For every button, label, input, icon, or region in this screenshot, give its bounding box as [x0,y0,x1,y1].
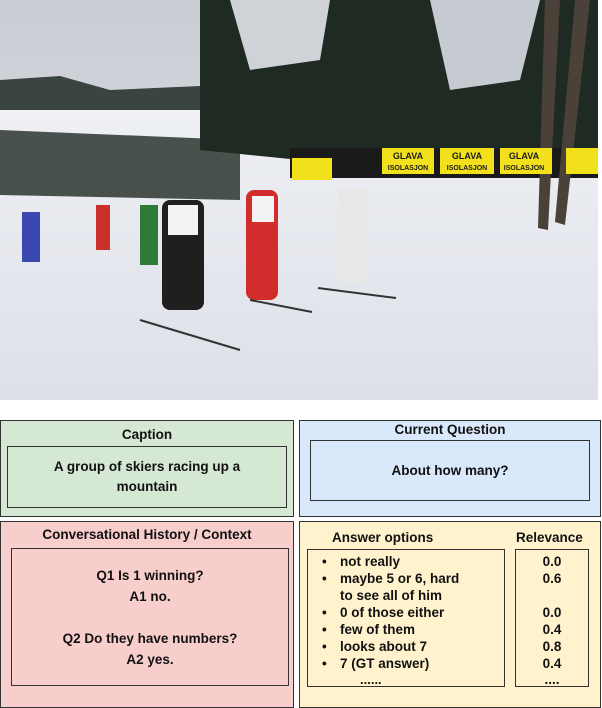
relevance-value: 0.4 [542,656,562,671]
caption-panel [0,420,294,517]
answer-option: • 7 (GT answer) [308,655,504,672]
caption-text: A group of skiers racing up a mountain [53,459,241,494]
history-a2: A2 yes. [126,651,174,667]
banner-text: GLAVA [392,151,424,161]
answers-panel [299,521,601,708]
current-question-panel [299,420,601,517]
banner-text: GLAVA [451,151,483,161]
relevance-title: Relevance [516,530,583,545]
answer-options-title: Answer options [332,530,434,545]
history-box [11,548,289,686]
relevance-box [515,549,589,687]
history-q1: Q1 Is 1 winning? [96,567,204,583]
caption-title: Caption [121,427,173,442]
answer-option: • few of them [308,621,504,638]
caption-box [7,446,287,508]
relevance-value: 0.0 [542,554,562,569]
banner-subtext: ISOLASJON [387,165,429,172]
history-panel [0,521,294,708]
banner-text: GLAVA [508,151,540,161]
banner-subtext: ISOLASJON [446,165,488,172]
answer-option: • maybe 5 or 6, hard to see all of him [308,570,504,604]
relevance-value: 0.6 [542,571,562,586]
current-question-text: About how many? [391,462,509,478]
answer-option: • looks about 7 [308,638,504,655]
answer-option: • not really [308,553,504,570]
relevance-value: 0.0 [542,605,562,620]
current-question-title: Current Question [394,422,506,437]
more-options: ...... [360,672,382,687]
history-q2: Q2 Do they have numbers? [62,630,238,646]
banner-subtext: ISOLASJON [503,165,545,172]
current-question-box [310,440,590,501]
answer-options-box [307,549,505,687]
relevance-value: 0.4 [542,622,562,637]
history-a1: A1 no. [129,588,171,604]
relevance-value: 0.8 [542,639,562,654]
answer-option: • 0 of those either [308,604,504,621]
history-title: Conversational History / Context [42,527,252,542]
more-relevance: .... [544,672,560,687]
